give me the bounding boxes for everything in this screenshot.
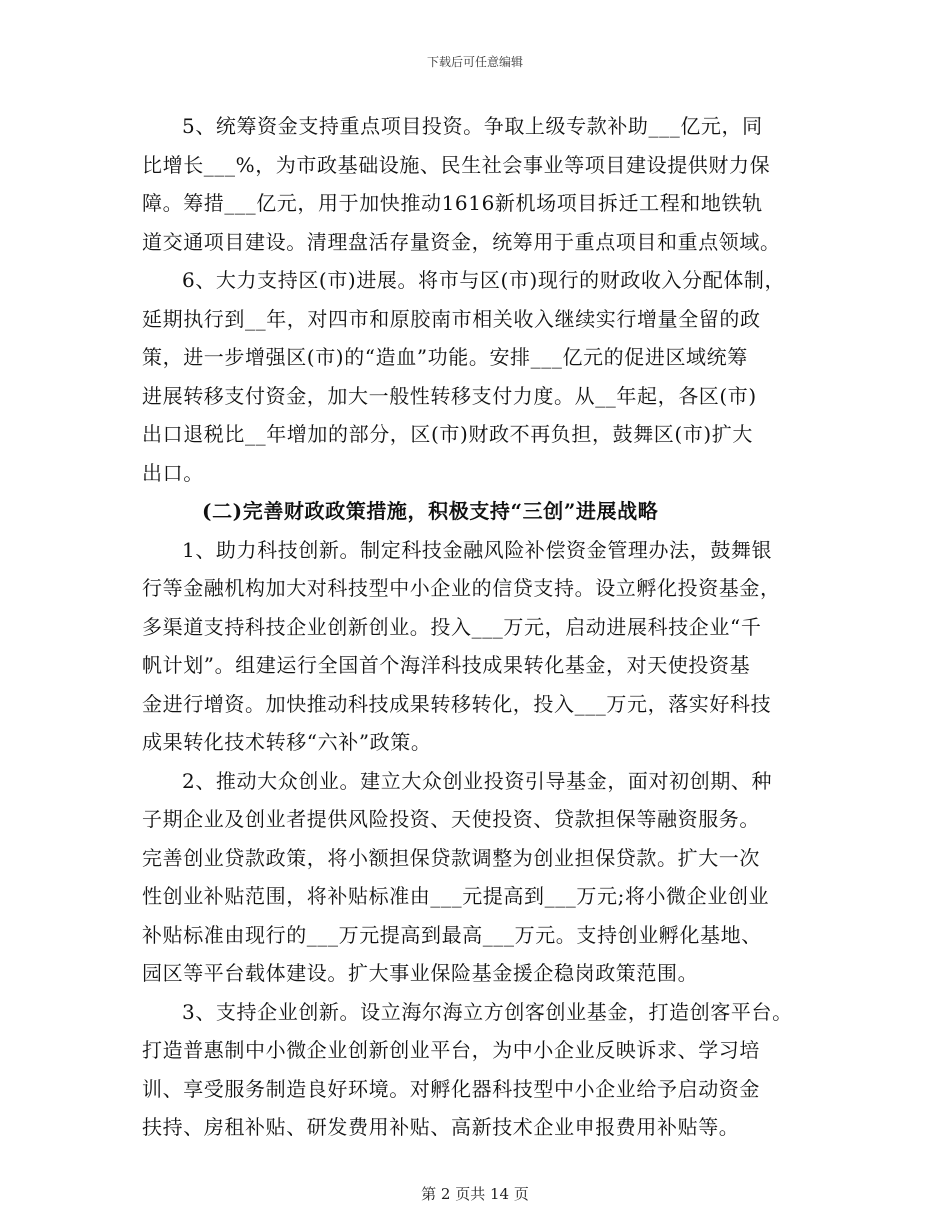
text-line: 成果转化技术转移“六补”政策。: [142, 730, 432, 754]
text-line: 子期企业及创业者提供风险投资、天使投资、贷款担保等融资服务。: [142, 807, 760, 831]
text-line: 性创业补贴范围，将补贴标准由___元提高到___万元;将小微企业创业: [142, 884, 770, 908]
text-line: 1、助力科技创新。制定科技金融风险补偿资金管理办法，鼓舞银: [182, 537, 773, 562]
text-line: 策，进一步增强区(市)的“造血”功能。安排___亿元的促进区域统筹: [142, 345, 748, 369]
text-line: 道交通项目建设。清理盘活存量资金，统筹用于重点项目和重点领域。: [142, 229, 781, 254]
text-line: 6、大力支持区(市)进展。将市与区(市)现行的财政收入分配体制，: [182, 268, 786, 292]
text-line: 帆计划”。组建运行全国首个海洋科技成果转化基金，对天使投资基: [142, 653, 751, 677]
text-line: 障。筹措___亿元，用于加快推动1616新机场项目拆迁工程和地铁轨: [142, 191, 763, 215]
text-line: 5、统筹资金支持重点项目投资。争取上级专款补助___亿元，同: [182, 114, 763, 138]
text-line: 补贴标准由现行的___万元提高到最高___万元。支持创业孵化基地、: [142, 922, 762, 947]
text-line: 延期执行到__年，对四市和原胶南市相关收入继续实行增量全留的政: [142, 306, 761, 331]
document-body: [142, 107, 822, 1147]
text-line: 扶持、房租补贴、研发费用补贴、高新技术企业申报费用补贴等。: [142, 1115, 740, 1139]
text-line: 出口退税比__年增加的部分，区(市)财政不再负担，鼓舞区(市)扩大: [142, 422, 754, 446]
text-line: 进展转移支付资金，加大一般性转移支付力度。从__年起，各区(市): [142, 383, 757, 408]
text-line: 2、推动大众创业。建立大众创业投资引导基金，面对初创期、种: [182, 768, 773, 793]
text-line: 出口。: [142, 460, 204, 485]
text-line: 多渠道支持科技企业创新创业。投入___万元，启动进展科技企业“千: [142, 614, 762, 639]
text-line: 训、享受服务制造良好环境。对孵化器科技型中小企业给予启动资金: [142, 1076, 760, 1101]
text-line: 打造普惠制中小微企业创新创业平台，为中小企业反映诉求、学习培: [142, 1038, 760, 1062]
text-line: 金进行增资。加快推动科技成果转移转化，投入___万元，落实好科技: [142, 691, 772, 716]
section-heading: (二)完善财政政策措施，积极支持“三创”进展战略: [202, 499, 659, 523]
text-line: 园区等平台载体建设。扩大事业保险基金援企稳岗政策范围。: [142, 961, 699, 985]
page-header: 下载后可任意编辑: [426, 55, 523, 69]
page-footer: 第 2 页共 14 页: [421, 1185, 529, 1203]
text-line: 3、支持企业创新。设立海尔海立方创客创业基金，打造创客平台。: [182, 999, 793, 1024]
text-line: 完善创业贷款政策，将小额担保贷款调整为创业担保贷款。扩大一次: [142, 845, 760, 870]
text-line: 比增长___%，为市政基础设施、民生社会事业等项目建设提供财力保: [142, 152, 771, 177]
text-line: 行等金融机构加大对科技型中小企业的信贷支持。设立孵化投资基金，: [142, 576, 781, 600]
